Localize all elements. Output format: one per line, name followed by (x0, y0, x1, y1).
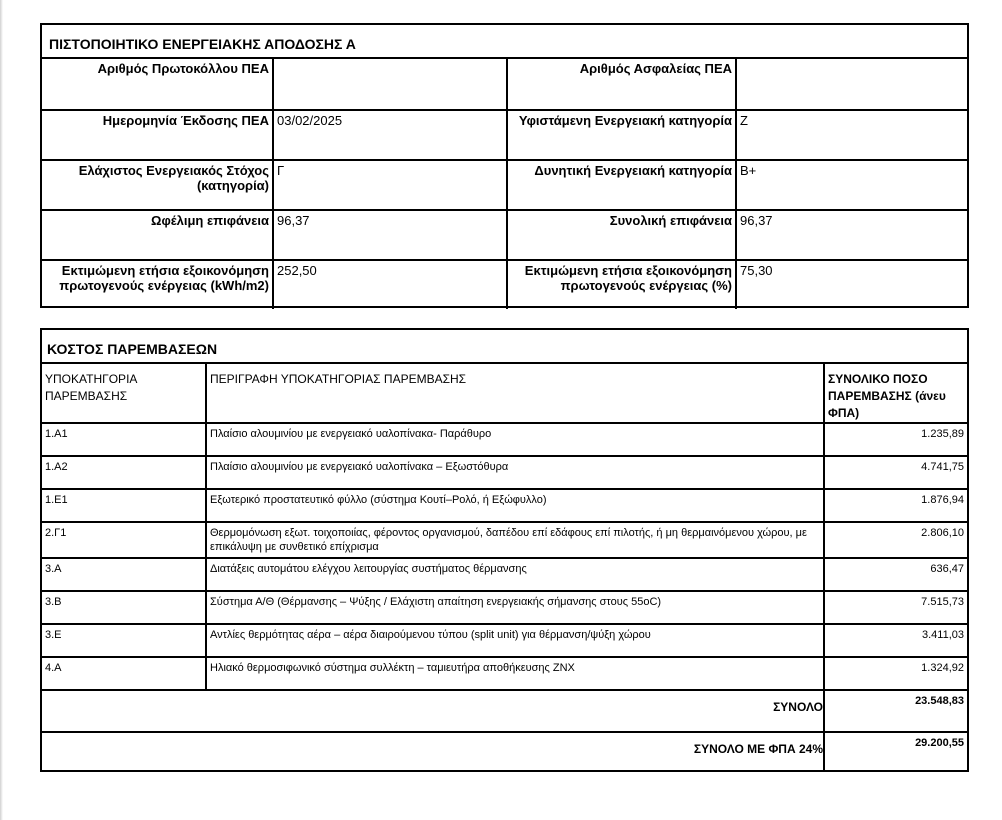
protocol-number-label: Αριθμός Πρωτοκόλλου ΠΕΑ (97, 61, 269, 76)
row-code: 2.Γ1 (45, 527, 67, 539)
minimum-target-label: Ελάχιστος Ενεργειακός Στόχος (κατηγορία) (78, 163, 269, 193)
table-row (42, 521, 967, 557)
table-row (42, 488, 967, 521)
row-code: 3.Ε (45, 629, 62, 641)
total-vat-value: 29.200,55 (823, 733, 967, 770)
current-category-value: Ζ (735, 111, 967, 159)
total-value: 23.548,83 (823, 691, 967, 731)
intervention-costs-table (40, 328, 969, 772)
useful-area-value: 96,37 (272, 211, 506, 259)
amount-header: ΣΥΝΟΛΙΚΟ ΠΟΣΟ ΠΑΡΕΜΒΑΣΗΣ (άνευ ΦΠΑ) (823, 364, 967, 422)
row-description: Εξωτερικό προστατευτικό φύλλο (σύστημα Κουτί–Ρολό, ή Εξώφυλλο) (205, 490, 823, 521)
security-number-label: Αριθμός Ασφαλείας ΠΕΑ (506, 59, 735, 109)
useful-area-label: Ωφέλιμη επιφάνεια (151, 213, 269, 228)
row-code: 1.Α2 (45, 461, 68, 473)
description-header: ΠΕΡΙΓΡΑΦΗ ΥΠΟΚΑΤΗΓΟΡΙΑΣ ΠΑΡΕΜΒΑΣΗΣ (205, 364, 823, 422)
table-row (42, 455, 967, 488)
subcategory-header: ΥΠΟΚΑΤΗΓΟΡΙΑ ΠΑΡΕΜΒΑΣΗΣ (45, 372, 137, 403)
row-description: Πλαίσιο αλουμινίου με ενεργειακό υαλοπίνακα- Παράθυρο (205, 424, 823, 455)
total-vat-label: ΣΥΝΟΛΟ ΜΕ ΦΠΑ 24% (693, 742, 823, 756)
row-amount: 1.324,92 (823, 658, 967, 689)
total-area-value: 96,37 (735, 211, 967, 259)
savings-kwh-label: Εκτιμώμενη ετήσια εξοικονόμηση πρωτογενούς ενέργειας (kWh/m2) (59, 263, 269, 293)
page-edge-shadow (0, 0, 3, 820)
table-row (42, 656, 967, 689)
row-code: 3.Α (45, 563, 62, 575)
total-label: ΣΥΝΟΛΟ (773, 700, 823, 714)
costs-title: ΚΟΣΤΟΣ ΠΑΡΕΜΒΑΣΕΩΝ (42, 330, 967, 364)
row-amount: 1.876,94 (823, 490, 967, 521)
certificate-title: ΠΙΣΤΟΠΟΙΗΤΙΚΟ ΕΝΕΡΓΕΙΑΚΗΣ ΑΠΟΔΟΣΗΣ Α (42, 25, 967, 59)
certificate-row (42, 259, 967, 309)
savings-kwh-value: 252,50 (272, 261, 506, 309)
table-row (42, 557, 967, 590)
minimum-target-value: Γ (272, 161, 506, 209)
row-amount: 4.741,75 (823, 457, 967, 488)
row-description: Αντλίες θερμότητας αέρα – αέρα διαιρούμενου τύπου (split unit) για θέρμανση/ψύξη χώρου (205, 625, 823, 656)
table-row (42, 623, 967, 656)
total-row (42, 689, 967, 731)
issue-date-label: Ημερομηνία Έκδοσης ΠΕΑ (102, 113, 269, 128)
row-description: Σύστημα Α/Θ (Θέρμανσης – Ψύξης / Ελάχιστη απαίτηση ενεργειακής σήμανσης στους 55oC) (205, 592, 823, 623)
row-amount: 1.235,89 (823, 424, 967, 455)
protocol-number-value (272, 59, 506, 109)
certificate-row (42, 209, 967, 259)
table-row (42, 590, 967, 623)
row-description: Πλαίσιο αλουμινίου με ενεργειακό υαλοπίνακα – Εξωστόθυρα (205, 457, 823, 488)
row-code: 3.Β (45, 596, 62, 608)
energy-certificate-table (40, 23, 969, 308)
certificate-row (42, 59, 967, 109)
row-description: Θερμομόνωση εξωτ. τοιχοποιίας, φέροντος οργανισμού, δαπέδου επί εδάφους επί πιλοτής, ή μη θερμαινόμενου χώρου, με επικάλυψη με συνθετικό επίχρισμα (205, 523, 823, 557)
row-amount: 3.411,03 (823, 625, 967, 656)
total-area-label: Συνολική επιφάνεια (506, 211, 735, 259)
row-code: 1.Α1 (45, 428, 68, 440)
issue-date-value: 03/02/2025 (272, 111, 506, 159)
potential-category-label: Δυνητική Ενεργειακή κατηγορία (506, 161, 735, 209)
savings-percent-value: 75,30 (735, 261, 967, 309)
costs-header-row (42, 364, 967, 422)
row-description: Διατάξεις αυτομάτου ελέγχου λειτουργίας συστήματος θέρμανσης (205, 559, 823, 590)
row-amount: 2.806,10 (823, 523, 967, 557)
savings-percent-label: Εκτιμώμενη ετήσια εξοικονόμηση πρωτογενούς ενέργειας (%) (506, 261, 735, 309)
row-code: 4.Α (45, 662, 62, 674)
row-description: Ηλιακό θερμοσιφωνικό σύστημα συλλέκτη – ταμιευτήρα αποθήκευσης ΖΝΧ (205, 658, 823, 689)
row-amount: 7.515,73 (823, 592, 967, 623)
certificate-row (42, 109, 967, 159)
row-code: 1.Ε1 (45, 494, 68, 506)
security-number-value (735, 59, 967, 109)
certificate-row (42, 159, 967, 209)
current-category-label: Υφιστάμενη Ενεργειακή κατηγορία (506, 111, 735, 159)
table-row (42, 422, 967, 455)
total-vat-row (42, 731, 967, 770)
row-amount: 636,47 (823, 559, 967, 590)
potential-category-value: Β+ (735, 161, 967, 209)
